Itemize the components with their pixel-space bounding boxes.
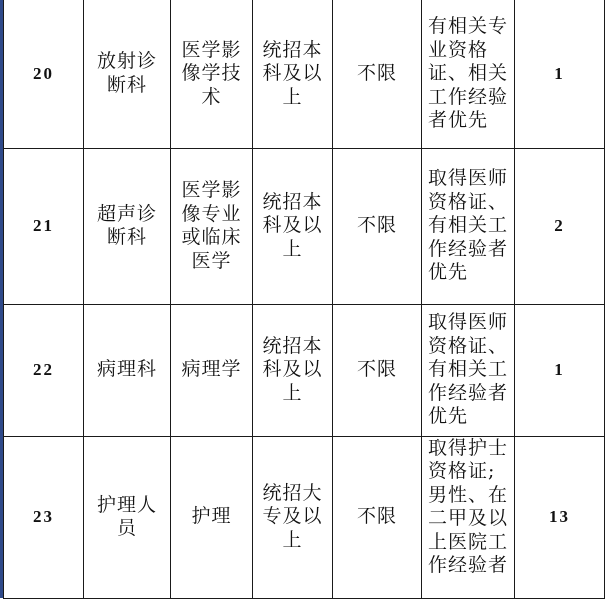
recruitment-table [3,0,605,599]
department: 病理科 [97,358,158,381]
row-number: 21 [33,216,54,235]
education: 统招本科及以上 [262,334,323,404]
major: 医学影像学技术 [181,38,242,108]
requirement-cell [422,148,515,304]
requirement-cell [422,436,515,598]
major-cell [171,304,253,436]
row-number: 20 [33,63,54,83]
row-number: 23 [33,507,54,526]
requirement: 取得医师资格证、有相关工作经验者优先 [428,311,509,428]
headcount: 13 [549,507,570,526]
education-cell [253,436,333,598]
major: 病理学 [181,358,242,381]
table-row [4,304,605,436]
education: 统招本科及以上 [262,38,323,108]
count-cell [515,304,605,436]
department: 放射诊断科 [97,50,158,96]
age-cell [333,148,422,304]
age-cell [333,304,422,436]
education-cell [253,0,333,148]
department: 超声诊断科 [97,202,158,248]
count-cell [515,436,605,598]
age: 不限 [356,358,397,381]
count-cell [515,148,605,304]
count-cell [515,0,605,148]
department: 护理人员 [97,493,158,539]
row-number-cell [4,436,84,598]
major: 护理 [191,505,232,528]
headcount: 1 [554,63,565,83]
department-cell [84,436,171,598]
age-cell [333,436,422,598]
requirement-cell [422,0,515,148]
education: 统招大专及以上 [262,481,323,551]
headcount: 1 [554,360,565,379]
headcount: 2 [554,216,565,235]
table-row [4,436,605,598]
department-cell [84,304,171,436]
major-cell [171,436,253,598]
education: 统招本科及以上 [262,190,323,260]
table-row [4,148,605,304]
requirement: 取得医师资格证、有相关工作经验者优先 [428,167,509,284]
row-number-cell [4,0,84,148]
row-number-cell [4,148,84,304]
education-cell [253,304,333,436]
requirement-cell [422,304,515,436]
age-cell [333,0,422,148]
age: 不限 [356,214,397,237]
major-cell [171,148,253,304]
education-cell [253,148,333,304]
major: 医学影像专业或临床医学 [181,179,242,272]
age: 不限 [356,62,397,84]
department-cell [84,148,171,304]
requirement: 取得护士资格证;男性、在二甲及以上医院工作经验者 [428,436,509,576]
department-cell [84,0,171,148]
table-row [4,0,605,148]
major-cell [171,0,253,148]
row-number: 22 [33,360,54,379]
requirement: 有相关专业资格证、相关工作经验者优先 [428,15,509,131]
row-number-cell [4,304,84,436]
age: 不限 [356,505,397,528]
